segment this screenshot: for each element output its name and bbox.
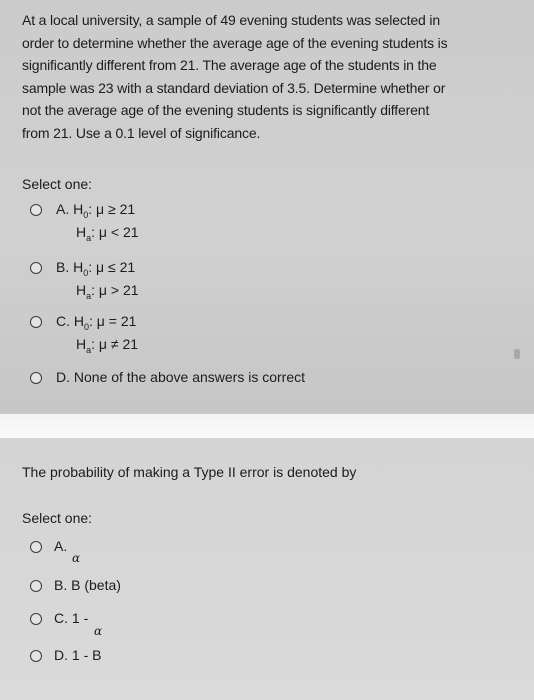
- option-c-radio[interactable]: [30, 316, 42, 328]
- option-b-ha-symbol: H: [76, 282, 87, 298]
- option-b-h0-rest: : μ ≤ 21: [88, 259, 136, 275]
- option-a-h0-sub: 0: [83, 209, 89, 220]
- option-b-line-2: [76, 282, 139, 301]
- question-1-line: not the average age of the evening students is significantly different: [22, 102, 430, 119]
- question-2-select-label: Select one:: [22, 510, 93, 526]
- q2-option-c-letter: C.: [54, 610, 68, 626]
- scroll-indicator[interactable]: [514, 349, 520, 359]
- question-separator: [0, 414, 534, 438]
- option-c-h0-rest: : μ = 21: [89, 313, 137, 329]
- q2-option-c-symbol: α: [94, 624, 103, 638]
- option-a-ha-rest: : μ < 21: [91, 224, 139, 240]
- question-2-text: The probability of making a Type II error is denoted by: [22, 464, 357, 480]
- question-1-line: order to determine whether the average age of the evening students is: [22, 34, 448, 51]
- option-c-ha-sub: a: [86, 344, 92, 355]
- q2-option-b-label[interactable]: [54, 577, 121, 593]
- q2-option-d-label[interactable]: [54, 647, 101, 663]
- option-a-ha-symbol: H: [76, 224, 87, 240]
- q2-option-c-text: 1 -: [71, 610, 89, 626]
- option-b-h0-sub: 0: [83, 267, 89, 278]
- option-a-h0-symbol: H: [73, 201, 84, 217]
- question-1-line: sample was 23 with a standard deviation of 3.5. Determine whether or: [22, 79, 446, 96]
- option-a-ha-sub: a: [86, 232, 92, 243]
- option-a-h0-rest: : μ ≥ 21: [88, 201, 136, 217]
- q2-option-a-symbol: α: [72, 551, 81, 565]
- question-1-line: from 21. Use a 0.1 level of significance.: [22, 124, 261, 141]
- q2-option-d-radio[interactable]: [30, 650, 42, 662]
- option-c-line-1[interactable]: [56, 313, 136, 332]
- q2-option-a-radio[interactable]: [30, 541, 42, 553]
- option-b-h0-symbol: H: [73, 259, 84, 275]
- option-a-line-1[interactable]: [56, 201, 135, 220]
- q2-option-a-letter[interactable]: A.: [54, 538, 68, 554]
- option-c-line-2: [76, 336, 138, 355]
- q2-option-b-radio[interactable]: [30, 580, 42, 592]
- question-1-select-label: Select one:: [22, 176, 93, 192]
- option-b-ha-sub: a: [86, 290, 92, 301]
- option-d-text: None of the above answers is correct: [73, 369, 306, 385]
- q2-option-b-text: B (beta): [71, 577, 121, 593]
- q2-option-c-label[interactable]: [54, 610, 88, 626]
- option-c-ha-symbol: H: [76, 336, 87, 352]
- q2-option-d-text: 1 - B: [71, 647, 102, 663]
- q2-option-d-letter: D.: [54, 647, 68, 663]
- option-b-letter: B.: [56, 259, 70, 275]
- question-1-line: significantly different from 21. The average age of the students in the: [22, 57, 437, 74]
- option-b-line-1[interactable]: [56, 259, 135, 278]
- option-d-letter: D.: [56, 369, 70, 385]
- option-c-h0-sub: 0: [84, 321, 90, 332]
- option-b-radio[interactable]: [30, 262, 42, 274]
- q2-option-c-radio[interactable]: [30, 613, 42, 625]
- option-b-ha-rest: : μ > 21: [91, 282, 139, 298]
- option-d-label[interactable]: [56, 369, 305, 385]
- question-1-line: At a local university, a sample of 49 evening students was selected in: [22, 12, 441, 28]
- option-a-radio[interactable]: [30, 204, 42, 216]
- option-c-ha-rest: : μ ≠ 21: [91, 336, 139, 352]
- q2-option-b-letter: B.: [54, 577, 68, 593]
- question-1-text: [22, 9, 522, 145]
- option-d-radio[interactable]: [30, 372, 42, 384]
- option-c-h0-symbol: H: [73, 313, 85, 329]
- option-c-letter: C.: [56, 313, 70, 329]
- option-a-line-2: [76, 224, 139, 243]
- option-a-letter: A.: [56, 201, 70, 217]
